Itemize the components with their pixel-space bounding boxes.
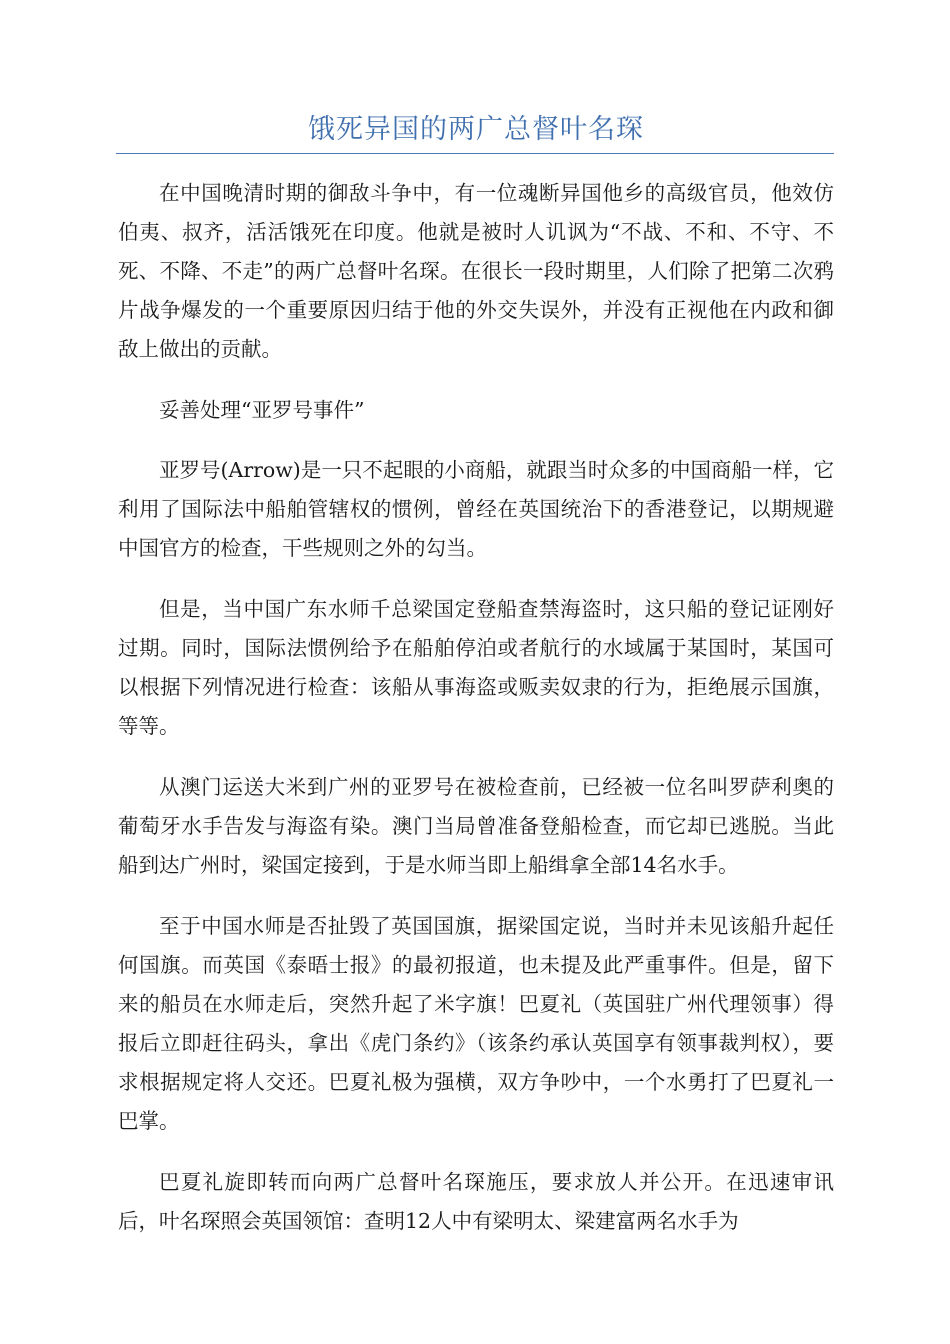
article-body [118,174,834,1263]
page-title: 饿死异国的两广总督叶名琛 [308,114,644,145]
paragraph-flag-dispute: 至于中国水师是否扯毁了英国国旗，据梁国定说，当时并未见该船升起任何国旗。而英国《泰晤士报》的最初报道，也未提及此严重事件。但是，留下来的船员在水师走后，突然升起了米字旗！巴夏礼（英国驻广州代理领事）得报后立即赶往码头，拿出《虎门条约》（该条约承认英国享有领事裁判权），要求根据规定将人交还。巴夏礼极为强横，双方争吵中，一个水勇打了巴夏礼一巴掌。 [118,914,834,1133]
title-underline [116,153,834,154]
section-heading: 妥善处理“亚罗号事件” [159,398,365,422]
paragraph-intro: 在中国晚清时期的御敌斗争中，有一位魂断异国他乡的高级官员，他效仿伯夷、叔齐，活活饿死在印度。他就是被时人讥讽为“不战、不和、不守、不死、不降、不走”的两广总督叶名琛。在很长一段时期里，人们除了把第二次鸦片战争爆发的一个重要原因归结于他的外交失误外，并没有正视他在内政和御敌上做出的贡献。 [118,181,834,361]
paragraph-arrow-ship: 亚罗号(Arrow)是一只不起眼的小商船，就跟当时众多的中国商船一样，它利用了国际法中船舶管辖权的惯例，曾经在英国统治下的香港登记，以期规避中国官方的检查，干些规则之外的勾当。 [118,458,834,560]
paragraph-parkes-pressure: 巴夏礼旋即转而向两广总督叶名琛施压，要求放人并公开。在迅速审讯后，叶名琛照会英国领馆：查明12人中有梁明太、梁建富两名水手为 [118,1170,834,1233]
paragraph-macau: 从澳门运送大米到广州的亚罗号在被检查前，已经被一位名叫罗萨利奥的葡萄牙水手告发与海盗有染。澳门当局曾准备登船检查，而它却已逃脱。当此船到达广州时，梁国定接到，于是水师当即上船缉拿全部14名水手。 [118,775,834,877]
paragraph-inspection: 但是，当中国广东水师千总梁国定登船查禁海盗时，这只船的登记证刚好过期。同时，国际法惯例给予在船舶停泊或者航行的水域属于某国时，某国可以根据下列情况进行检查：该船从事海盗或贩卖奴隶的行为，拒绝展示国旗，等等。 [118,597,834,738]
